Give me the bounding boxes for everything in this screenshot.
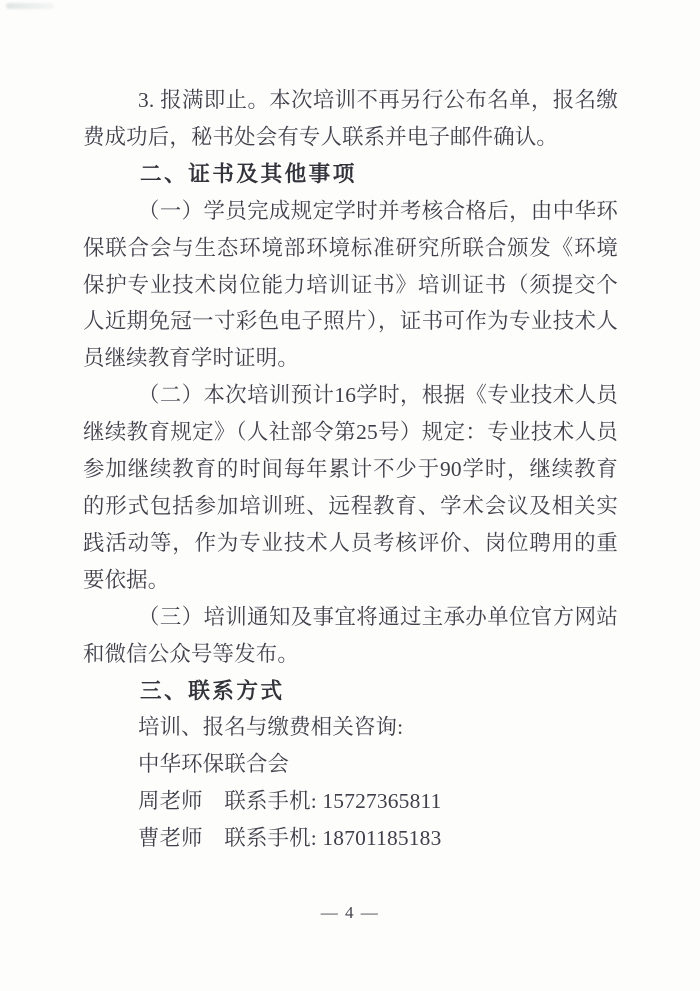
section-heading-contact-info: 三、联系方式	[140, 677, 285, 703]
paragraph-training-hours-regulation: （二）本次培训预计16学时，根据《专业技术人员继续教育规定》（人社部令第25号）规定：专业技术人员参加继续教育的时间每年累计不少于90学时，继续教育的形式包括参加培训班、远程教育、学术会议及相关实践活动等，作为专业技术人员考核评价、岗位聘用的重要依据。	[83, 383, 618, 592]
contact-person-zhou-phone: 周老师 联系手机: 15727365811	[138, 789, 442, 814]
section-heading-certificate-and-other-matters: 二、证书及其他事项	[140, 160, 357, 186]
contact-person-cao-phone: 曹老师 联系手机: 18701185183	[138, 826, 442, 851]
contact-organization-name: 中华环保联合会	[138, 752, 290, 777]
page-number: — 4 —	[320, 903, 380, 922]
paragraph-certificate-issuance: （一）学员完成规定学时并考核合格后，由中华环保联合会与生态环境部环境标准研究所联合颁发《环境保护专业技术岗位能力培训证书》培训证书（须提交个人近期免冠一寸彩色电子照片），证书可作为专业技术人员继续教育学时证明。	[83, 198, 618, 371]
scan-artifact	[6, 3, 54, 9]
paragraph-notice-publication: （三）培训通知及事宜将通过主承办单位官方网站和微信公众号等发布。	[83, 604, 618, 666]
paragraph-registration-close: 3. 报满即止。本次培训不再另行公布名单，报名缴费成功后，秘书处会有专人联系并电子邮件确认。	[83, 88, 618, 149]
contact-intro-line: 培训、报名与缴费相关咨询:	[138, 715, 404, 740]
document-body	[83, 82, 618, 857]
